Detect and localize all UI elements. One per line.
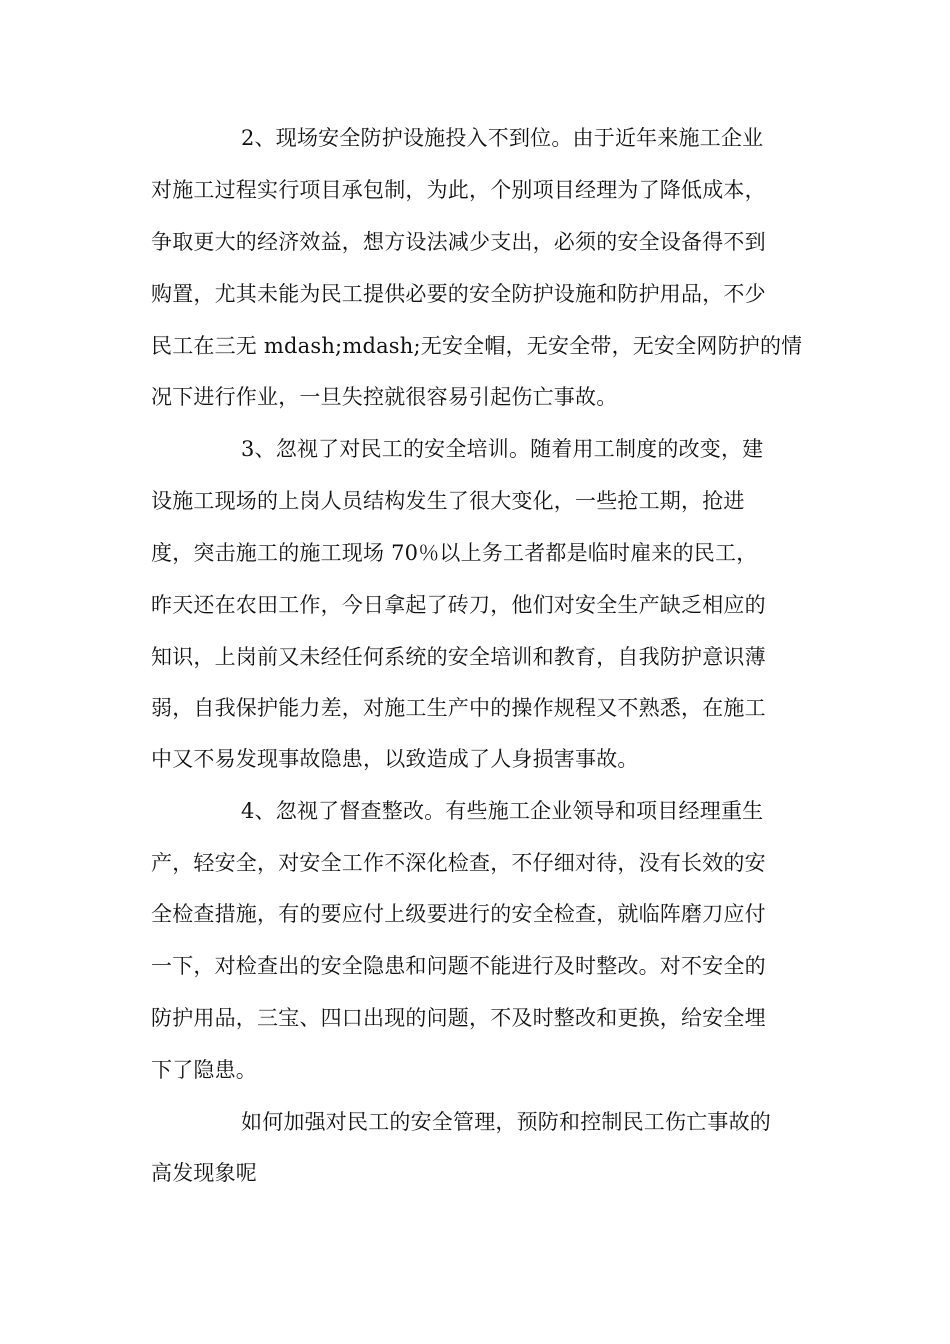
text-line: 一下，对检查出的安全隐患和问题不能进行及时整改。对不安全的 — [151, 954, 766, 978]
text-line: 购置，尤其未能为民工提供必要的安全防护设施和防护用品，不少 — [151, 282, 766, 306]
text-line: 况下进行作业，一旦失控就很容易引起伤亡事故。 — [151, 385, 618, 409]
text-line: 防护用品，三宝、四口出现的问题，不及时整改和更换，给安全埋 — [151, 1006, 766, 1030]
text-line: 知识，上岗前又未经任何系统的安全培训和教育，自我防护意识薄 — [151, 645, 766, 669]
text-line: 设施工现场的上岗人员结构发生了很大变化，一些抢工期，抢进 — [151, 489, 745, 513]
text-line: 全检查措施，有的要应付上级要进行的安全检查，就临阵磨刀应付 — [151, 902, 766, 926]
text-line: 2、现场安全防护设施投入不到位。由于近年来施工企业 — [241, 126, 764, 150]
text-line: 产，轻安全，对安全工作不深化检查，不仔细对待，没有长效的安 — [151, 851, 766, 875]
text-line: 4、忽视了督查整改。有些施工企业领导和项目经理重生 — [241, 799, 764, 823]
text-line: 对施工过程实行项目承包制，为此，个别项目经理为了降低成本， — [151, 178, 766, 202]
text-line: 争取更大的经济效益，想方设法减少支出，必须的安全设备得不到 — [151, 230, 766, 254]
text-line: 弱，自我保护能力差，对施工生产中的操作规程又不熟悉，在施工 — [151, 696, 766, 720]
text-line: 中又不易发现事故隐患，以致造成了人身损害事故。 — [151, 747, 639, 771]
text-line: 度，突击施工的施工现场 70％以上务工者都是临时雇来的民工， — [151, 541, 758, 565]
text-line: 下了隐患。 — [151, 1058, 257, 1082]
text-line: 3、忽视了对民工的安全培训。随着用工制度的改变，建 — [241, 437, 764, 461]
text-line: 如何加强对民工的安全管理，预防和控制民工伤亡事故的 — [241, 1110, 771, 1134]
text-line: 昨天还在农田工作，今日拿起了砖刀，他们对安全生产缺乏相应的 — [151, 593, 766, 617]
text-line: 高发现象呢 — [151, 1161, 257, 1185]
text-line: 民工在三无 mdash;mdash;无安全帽，无安全带，无安全网防护的情 — [151, 334, 803, 358]
